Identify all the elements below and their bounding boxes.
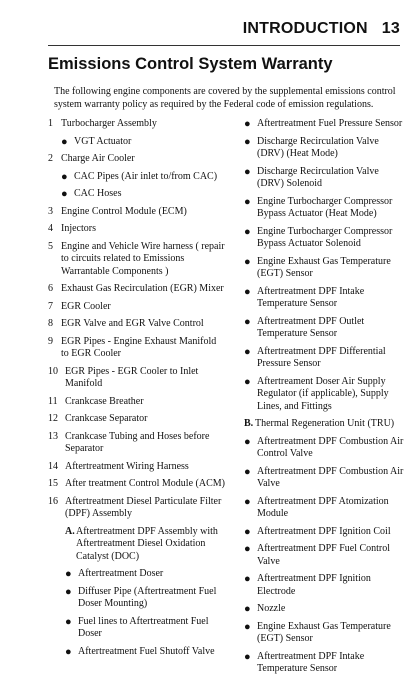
item-text: Turbocharger Assembly: [61, 118, 157, 129]
bullet-icon: ●: [244, 195, 251, 208]
bullet-text: Aftertreament Doser Air Supply Regulator (if applicable), Supply Lines, and Fittings: [257, 375, 389, 412]
item-number: 7: [48, 300, 53, 312]
item-number: 5: [48, 240, 53, 252]
item-number: 9: [48, 335, 53, 347]
item-number: 13: [48, 430, 58, 442]
item-number: 12: [48, 413, 58, 424]
bullet-item: [48, 136, 226, 149]
bullet-text: Engine Exhaust Gas Temperature (EGT) Sensor: [257, 620, 391, 644]
item-number: 3: [48, 205, 53, 217]
item-number: 15: [48, 478, 58, 489]
bullet-text: Aftertreatment Fuel Pressure Sensor: [257, 118, 403, 129]
bullet-icon: ●: [244, 525, 251, 538]
bullet-icon: ●: [244, 165, 251, 178]
item-text: Crankcase Separator: [65, 413, 148, 424]
item-text: Injectors: [61, 223, 96, 234]
section-b: [244, 418, 406, 431]
bullet-item: [244, 466, 406, 491]
numbered-item: [48, 336, 226, 361]
item-number: 4: [48, 223, 53, 234]
bullet-icon: ●: [65, 568, 72, 580]
bullet-text: Nozzle: [257, 603, 286, 614]
bullet-item: [244, 526, 406, 539]
bullet-item: [244, 226, 406, 251]
bullet-text: VGT Actuator: [74, 135, 132, 147]
left-column: [48, 118, 226, 663]
item-text: Charge Air Cooler: [61, 153, 135, 164]
bullet-item: [244, 543, 406, 568]
bullet-icon: ●: [244, 375, 251, 388]
numbered-item: [48, 318, 226, 331]
bullet-item: [48, 188, 226, 201]
bullet-text: Engine Exhaust Gas Temperature (EGT) Sensor: [257, 255, 391, 279]
bullet-icon: ●: [244, 225, 251, 238]
bullet-text: Aftertreatment DPF Combustion Air Control Valve: [257, 435, 404, 459]
numbered-item: [48, 118, 226, 131]
bullet-icon: ●: [244, 495, 251, 508]
item-number: 14: [48, 460, 58, 472]
item-number: 8: [48, 318, 53, 329]
section-b-label: B.: [244, 418, 254, 429]
bullet-text: Fuel lines to Aftertreatment Fuel Doser: [78, 615, 209, 639]
bullet-icon: ●: [244, 118, 251, 130]
bullet-item: [244, 316, 406, 341]
numbered-item: [48, 413, 226, 426]
bullet-text: Discharge Recirculation Valve (DRV) (Heat Mode): [257, 135, 379, 159]
bullet-item: [244, 621, 406, 646]
section-b-text: Thermal Regeneration Unit (TRU): [255, 418, 395, 429]
item-text: Crankcase Breather: [65, 395, 144, 407]
intro-paragraph: The following engine components are covered by the supplemental emissions control system warranty policy as required by the Federal code of emission regulations.: [54, 86, 396, 110]
item-text: EGR Valve and EGR Valve Control: [61, 318, 204, 329]
bullet-icon: ●: [244, 345, 251, 358]
bullet-icon: ●: [244, 285, 251, 298]
bullet-item: [244, 286, 406, 311]
sub-item-text: Aftertreatment DPF Assembly with Aftertreatment Diesel Oxidation Catalyst (DOC): [76, 525, 218, 562]
bullet-text: Aftertreatment DPF Ignition Coil: [257, 525, 391, 537]
bullet-item: [244, 118, 406, 131]
sub-item-label: A.: [65, 525, 75, 537]
bullet-icon: ●: [244, 650, 251, 663]
bullet-icon: ●: [65, 585, 72, 598]
bullet-item: [244, 651, 406, 676]
right-column: [244, 118, 406, 681]
bullet-text: Aftertreatment DPF Intake Temperature Sensor: [257, 650, 365, 674]
bullet-icon: ●: [244, 135, 251, 148]
item-text: Aftertreatment Wiring Harness: [65, 460, 189, 472]
item-text: EGR Pipes - Engine Exhaust Manifold to EGR Cooler: [61, 335, 217, 359]
bullet-icon: ●: [244, 603, 251, 615]
bullet-text: Aftertreatment DPF Combustion Air Valve: [257, 465, 404, 489]
page-title: Emissions Control System Warranty: [48, 55, 333, 73]
bullet-text: Aftertreatment Doser: [78, 568, 164, 579]
bullet-text: CAC Pipes (Air inlet to/from CAC): [74, 170, 218, 182]
header-rule: [48, 45, 400, 46]
bullet-text: Aftertreatment DPF Differential Pressure Sensor: [257, 345, 386, 369]
numbered-item: [48, 366, 226, 391]
sub-item-a: [48, 526, 226, 564]
page-header: [0, 20, 400, 38]
numbered-item: [48, 206, 226, 219]
item-number: 10: [48, 365, 58, 377]
numbered-item: [48, 461, 226, 474]
item-text: EGR Cooler: [61, 300, 111, 312]
item-number: 11: [48, 395, 58, 407]
bullet-item: [244, 346, 406, 371]
item-text: Engine and Vehicle Wire harness ( repair to circuits related to Emissions Warrantable Components ): [61, 240, 225, 277]
bullet-item: [48, 586, 226, 611]
bullet-item: [244, 166, 406, 191]
bullet-item: [244, 196, 406, 221]
bullet-item: [48, 568, 226, 581]
bullet-icon: ●: [61, 188, 68, 200]
bullet-text: Diffuser Pipe (Aftertreatment Fuel Doser Mounting): [78, 585, 217, 609]
bullet-item: [48, 646, 226, 659]
bullet-item: [244, 376, 406, 414]
bullet-icon: ●: [244, 620, 251, 633]
item-text: Engine Control Module (ECM): [61, 205, 187, 217]
bullet-icon: ●: [61, 170, 68, 183]
numbered-item: [48, 431, 226, 456]
bullet-item: [244, 496, 406, 521]
numbered-item: [48, 283, 226, 296]
bullet-icon: ●: [65, 615, 72, 628]
item-number: 16: [48, 495, 58, 507]
item-number: 2: [48, 153, 53, 164]
bullet-item: [244, 436, 406, 461]
bullet-text: Aftertreatment Fuel Shutoff Valve: [78, 645, 215, 657]
item-number: 1: [48, 118, 53, 129]
numbered-item: [48, 478, 226, 491]
bullet-item: [48, 616, 226, 641]
bullet-item: [244, 136, 406, 161]
bullet-text: CAC Hoses: [74, 188, 122, 199]
bullet-icon: ●: [244, 255, 251, 268]
bullet-icon: ●: [244, 315, 251, 328]
item-text: EGR Pipes - EGR Cooler to Inlet Manifold: [65, 365, 199, 389]
bullet-icon: ●: [65, 645, 72, 658]
bullet-text: Engine Turbocharger Compressor Bypass Actuator (Heat Mode): [257, 195, 393, 219]
item-text: After treatment Control Module (ACM): [65, 478, 225, 489]
bullet-icon: ●: [244, 543, 251, 555]
numbered-item: [48, 301, 226, 314]
bullet-icon: ●: [61, 135, 68, 148]
bullet-icon: ●: [244, 465, 251, 478]
item-number: 6: [48, 283, 53, 294]
numbered-item: [48, 223, 226, 236]
numbered-item: [48, 153, 226, 166]
bullet-text: Aftertreatment DPF Fuel Control Valve: [257, 543, 391, 567]
bullet-text: Engine Turbocharger Compressor Bypass Actuator Solenoid: [257, 225, 393, 249]
item-text: Crankcase Tubing and Hoses before Separator: [65, 430, 210, 454]
section-title: INTRODUCTION: [242, 20, 368, 37]
bullet-text: Aftertreatment DPF Atomization Module: [257, 495, 389, 519]
bullet-item: [48, 171, 226, 184]
bullet-text: Aftertreatment DPF Ignition Electrode: [257, 573, 371, 597]
bullet-text: Aftertreatment DPF Intake Temperature Sensor: [257, 285, 365, 309]
page-number: 13: [381, 20, 400, 37]
bullet-text: Aftertreatment DPF Outlet Temperature Sensor: [257, 315, 365, 339]
bullet-item: [244, 603, 406, 616]
item-text: Exhaust Gas Recirculation (EGR) Mixer: [61, 283, 224, 294]
bullet-item: [244, 256, 406, 281]
bullet-text: Discharge Recirculation Valve (DRV) Solenoid: [257, 165, 379, 189]
bullet-item: [244, 573, 406, 598]
item-text: Aftertreatment Diesel Particulate Filter (DPF) Assembly: [65, 495, 222, 519]
numbered-item: [48, 396, 226, 409]
bullet-icon: ●: [244, 573, 251, 585]
numbered-item: [48, 496, 226, 521]
numbered-item: [48, 241, 226, 279]
bullet-icon: ●: [244, 435, 251, 448]
